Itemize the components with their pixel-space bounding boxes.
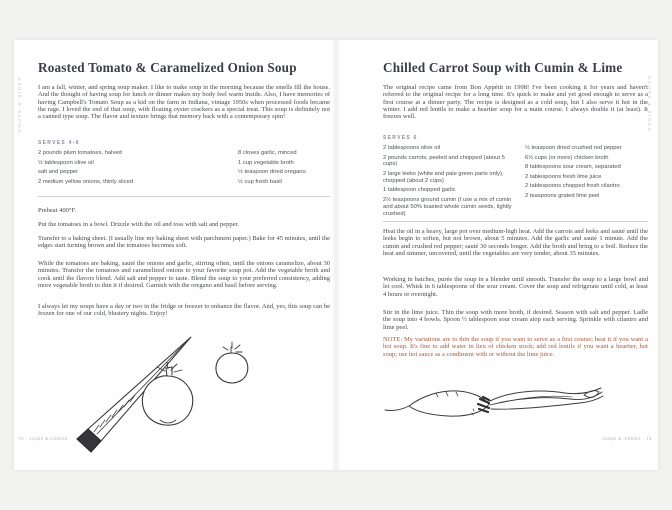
ingredient-item: ½ cup fresh basil (238, 178, 282, 185)
left-ingredients-column-2 (238, 150, 330, 188)
ingredient-item: 2 medium yellow onions, thinly sliced (38, 178, 134, 185)
ingredient-item: 2 pounds plum tomatoes, halved (38, 150, 122, 156)
ingredient-item: 2 pounds carrots, peeled and chopped (about 5 cups) (383, 154, 505, 168)
right-recipe-title: Chilled Carrot Soup with Cumin & Lime (383, 60, 623, 75)
carrot-illustration (380, 383, 605, 435)
right-ingredients-column-1 (383, 145, 516, 220)
right-serves-label: SERVES 6 (383, 135, 418, 141)
left-serves-label: SERVES 4-6 (38, 140, 80, 146)
ingredient-item: 8 tablespoons sour cream, separated (525, 164, 621, 170)
ingredient-item: ½ teaspoon dried crushed red pepper (525, 145, 622, 151)
ingredient-item: 2 teaspoons grated lime peel (525, 192, 600, 199)
ingredient-item: 6½ cups (or more) chicken broth (525, 154, 609, 161)
page-gutter (332, 40, 340, 470)
left-page-side-tab: SOUPS & SIDES (17, 76, 22, 133)
left-ingredients-column-1 (38, 150, 230, 188)
ingredient-item: 1 cup vegetable broth (238, 159, 294, 166)
ingredient-item: ½ tablespoon olive oil (38, 159, 94, 166)
method-step: Stir in the lime juice. Thin the soup with more broth, if desired. Season with salt and pepper. Ladle the soup into 4 bowls. Spoon ½ tablespoon sour cream atop each serving. Sprinkle with cilantro and lime peel. (383, 309, 648, 331)
ingredient-item: 2 tablespoons chopped fresh cilantro (525, 183, 620, 189)
ingredient-item: salt and pepper (38, 169, 78, 175)
method-step: Put the tomatoes in a bowl. Drizzle with the oil and toss with salt and pepper. (38, 221, 239, 228)
right-page-side-tab: SOUPS & SIDES (647, 76, 652, 133)
recipe-note: NOTE: My variations are to thin the soup if you want to serve as a first course; heat it if you want a hot soup. It's fine to add water in lieu of chicken stock; add red lentils if you want a heartier, hot soup; use hot sauce as a condiment with or without the lime juice. (383, 336, 648, 358)
right-ingredients-column-2 (525, 145, 648, 202)
method-step: Working in batches, purée the soup in a blender until smooth. Transfer the soup to a large bowl and let cool. Whisk in 6 tablespoons of the sour cream. Cover the soup and refrigerate until cold, at least 4 hours or overnight. (383, 276, 648, 298)
knife-and-tomatoes-illustration (70, 334, 270, 454)
right-page-footer: soups & nibbles · 71 (602, 436, 652, 441)
method-step: I always let my soups have a day or two in the fridge or freezer to enhance the flavor. And, yes, this soup can be frozen for one of our cold, blustery nights. Enjoy! (38, 303, 330, 318)
ingredient-item: 1 tablespoon chopped garlic (383, 187, 456, 194)
left-recipe-intro: I am a fall, winter, and spring soup maker. I like to make soup in the morning because the smells fill the house. And the thought of having soup for lunch or dinner makes my body feel warm inside. Also, I have memories of having Campbell's Tomato Soup as a kid on the farm in Indiana, vintage 1950s when processed foods became the rage. I loved the end of that soup, with floating oyster crackers as a special treat. This soup is definitely not a canned type soup. The flavor and texture brings that memory back with a contemporary spin! (38, 84, 330, 121)
preheat-instruction: Preheat 400°F. (38, 207, 77, 214)
cookbook-spread (14, 40, 658, 470)
left-recipe-title: Roasted Tomato & Caramelized Onion Soup (38, 60, 297, 75)
right-recipe-intro: The original recipe came from Bon Appétit in 1998! I've been cooking it for years and haven't referred to the original recipe for a long time. It's quick to make and yet good enough to serve as a first course at a dinner party. The recipe is designed as a cold soup, but I also serve it hot in the winter. I add red lentils to make a heartier soup for a main course. I always double it (at least). It freezes well. (383, 84, 648, 121)
method-step: Heat the oil in a heavy, large pot over medium-high heat. Add the carrots and leeks and sauté until the leeks begin to soften, but not brown, about 5 minutes. Add the garlic and sauté 1 minute. Add the cumin and crushed red pepper; sauté 30 seconds longer. Add the broth and bring to a boil. Reduce the heat and simmer, uncovered, until the vegetables are very tender, about 35 minutes. (383, 228, 648, 257)
left-page (14, 40, 336, 470)
right-section-divider (383, 221, 648, 222)
ingredient-item: 2 large leeks (white and pale green parts only), chopped (about 2 cups) (383, 170, 504, 184)
left-section-divider (38, 196, 330, 197)
method-step: Transfer to a baking sheet. (I usually line my baking sheet with parchment paper.) Bake for 45 minutes, until the edges start turning brown and the tomatoes becomes soft. (38, 235, 330, 250)
ingredient-item: ½ teaspoon dried oregano (238, 169, 306, 175)
ingredient-item: 2½ teaspoons ground cumin (I use a mix of cumin and about 50% toasted whole cumin seeds, lightly crushed) (383, 196, 512, 217)
right-page (336, 40, 658, 470)
ingredient-item: 2 tablespoons olive oil (383, 145, 441, 151)
method-step: While the tomatoes are baking, sauté the onions and garlic, stirring often, until the onions caramelize, about 30 minutes. Transfer the tomatoes and caramelized onions to your favorite soup pot. Add the vegetable broth and cook until the flavors blend. Add salt and pepper to taste. Blend the soup to your preferred consistency, adding more vegetable broth to thin it if desired. Garnish with the oregano and basil before serving. (38, 260, 330, 289)
ingredient-item: 2 tablespoons fresh lime juice (525, 173, 602, 180)
left-page-footer: 70 · soups & nibbles (18, 436, 68, 441)
ingredient-item: 8 cloves garlic, minced (238, 150, 297, 156)
